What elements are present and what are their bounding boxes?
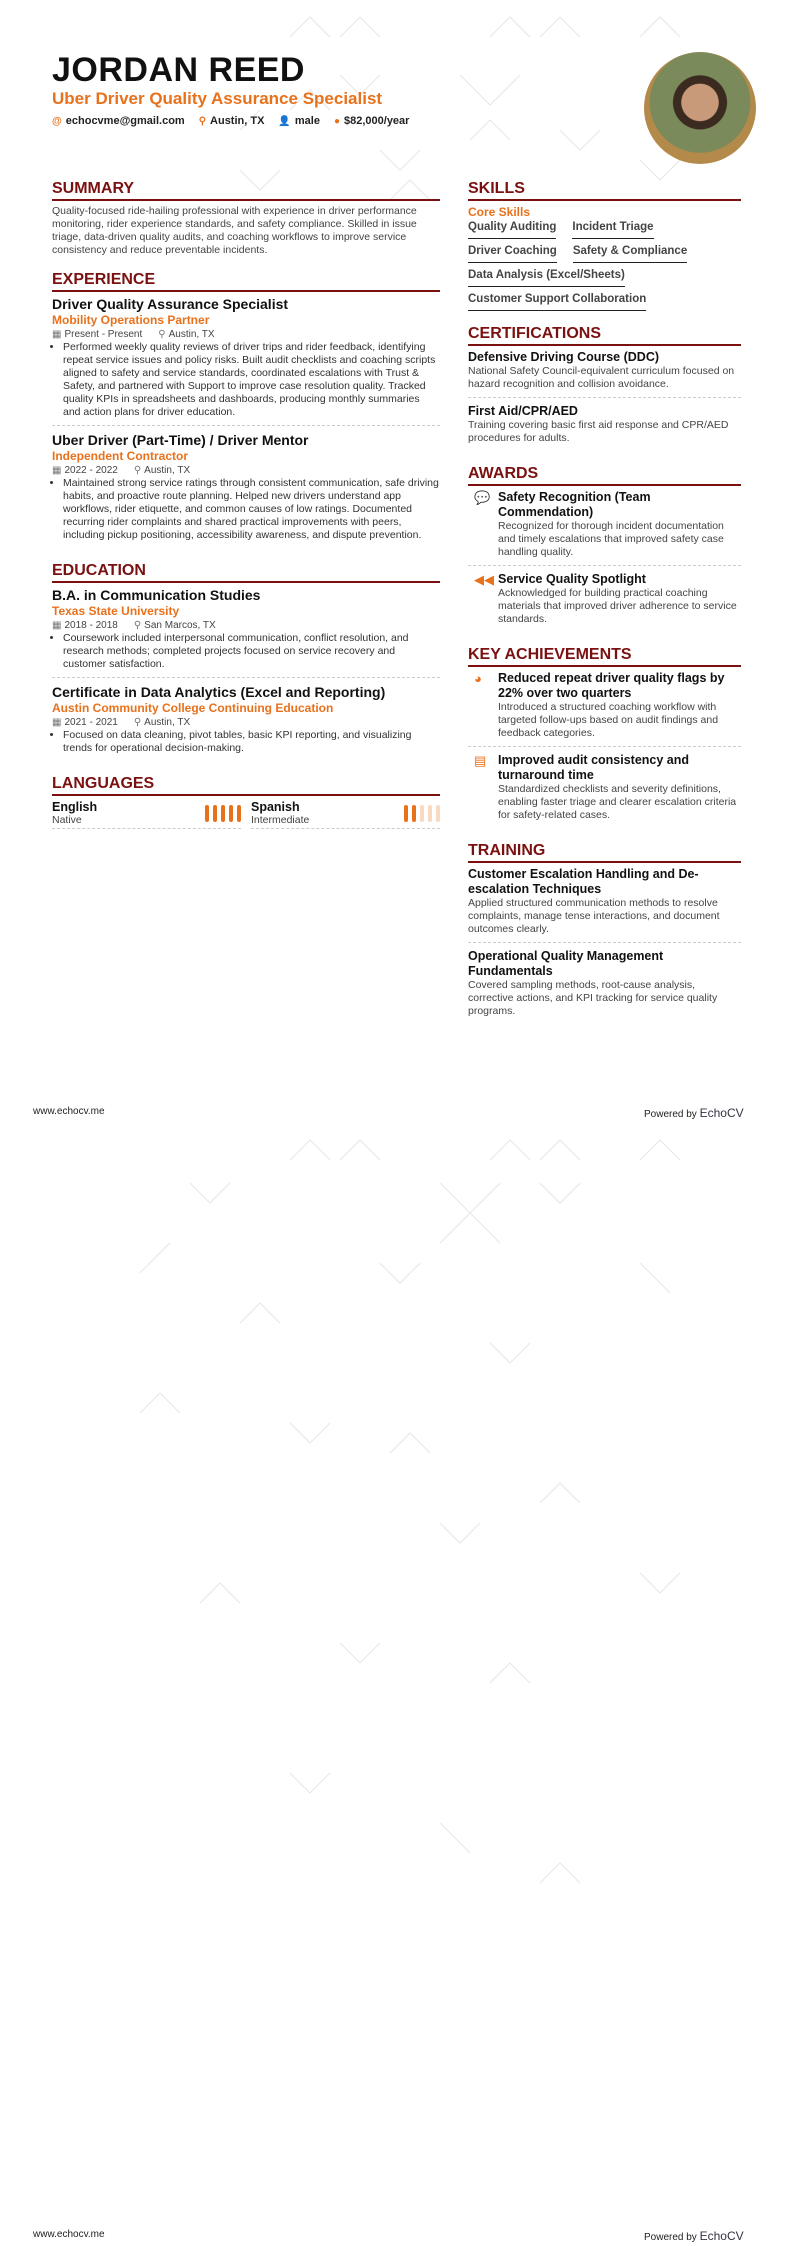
- section-heading: AWARDS: [468, 465, 741, 486]
- section-heading: KEY ACHIEVEMENTS: [468, 646, 741, 667]
- candidate-title: Uber Driver Quality Assurance Specialist: [52, 89, 383, 108]
- training-item: Customer Escalation Handling and De-escalation Techniques Applied structured communication methods to resolve complaints, manage tense interactions, and document outcomes clearly.: [468, 867, 741, 943]
- proficiency-bar: [420, 805, 424, 822]
- proficiency-bar: [205, 805, 209, 822]
- certifications-section: [468, 325, 741, 451]
- candidate-name: JORDAN REED: [52, 51, 305, 89]
- bullet: • Maintained strong service ratings through consistent communication, safe driving habits, and proactive route planning. Helped new drivers understand app workflows, rider etiquette, and common causes of low ratings. Documented recurring rider complaints and shared practical improvements with peers, including pickup positioning, accessibility awareness, and dispute prevention.: [63, 477, 440, 542]
- section-heading: LANGUAGES: [52, 775, 440, 796]
- school: Texas State University: [52, 604, 180, 618]
- language-item: Spanish Intermediate: [251, 800, 440, 829]
- award-item: 💬 Safety Recognition (Team Commendation) Recognized for thorough incident documentation and timely escalations that improved safety case handling quality.: [468, 490, 741, 566]
- calendar-icon: ▦: [52, 329, 62, 340]
- education-item: [52, 684, 440, 761]
- dates: Present - Present: [64, 329, 143, 340]
- skills-subheading: Core Skills: [468, 205, 531, 219]
- document-icon: ▤: [474, 753, 487, 768]
- dates: 2022 - 2022: [64, 465, 118, 476]
- skill-tag: Driver Coaching: [468, 245, 557, 263]
- skill-tag: Quality Auditing: [468, 221, 556, 239]
- location-pin-icon: ⚲: [133, 717, 142, 728]
- contact-gender: 👤 male: [278, 115, 320, 127]
- bullet: • Performed weekly quality reviews of driver trips and rider feedback, identifying repeat service issues and policy risks. Built audit checklists and coaching scripts aligned to safety and service standards, coordinated escalations with Trust & Safety, and partnered with Support to improve case resolution quality. Tracked quality KPIs in spreadsheets and dashboards, producing monthly summaries and action plans for driver education.: [63, 341, 440, 419]
- award-item: ◀◀ Service Quality Spotlight Acknowledged for building practical coaching materials that improved driver adherence to service standards.: [468, 572, 741, 632]
- proficiency-bar: [412, 805, 416, 822]
- chat-bubble-icon: 💬: [474, 490, 491, 505]
- bullet: • Focused on data cleaning, pivot tables, basic KPI reporting, and visualizing trends for operational decision-making.: [63, 729, 440, 755]
- footer-site-link[interactable]: www.echocv.me: [33, 1106, 105, 1117]
- section-heading: EDUCATION: [52, 562, 440, 583]
- degree: B.A. in Communication Studies: [52, 587, 261, 603]
- language-item: English Native: [52, 800, 241, 829]
- contact-list: [52, 115, 409, 127]
- job-title: Driver Quality Assurance Specialist: [52, 296, 289, 312]
- left-column: [52, 180, 440, 843]
- training-item: Operational Quality Management Fundamentals Covered sampling methods, root-cause analysis, corrective actions, and KPI tracking for service quality programs.: [468, 949, 718, 1017]
- certification-item: Defensive Driving Course (DDC) National Safety Council-equivalent curriculum focused on hazard recognition and collision avoidance.: [468, 350, 741, 398]
- skill-tag: Data Analysis (Excel/Sheets): [468, 269, 625, 287]
- calendar-icon: ▦: [52, 717, 62, 728]
- contact-location: ⚲ Austin, TX: [198, 115, 265, 127]
- location-pin-icon: ⚲: [133, 620, 142, 631]
- achievements-section: [468, 646, 741, 828]
- achievement-item: ◕ Reduced repeat driver quality flags by 22% over two quarters Introduced a structured coaching workflow with targeted follow-ups based on audit findings and feedback categories.: [468, 671, 741, 747]
- person-icon: 👤: [278, 116, 291, 127]
- dates: 2021 - 2021: [64, 717, 118, 728]
- footer-powered-by: Powered by EchoCV: [644, 1106, 744, 1120]
- summary-text: Quality-focused ride-hailing professional with experience in driver performance monitoring, rider experience standards, and safety compliance. Skilled in issue triage, data-driven quality audits, and coaching workflows to improve service consistency and reduce preventable incidents.: [52, 205, 417, 256]
- avatar: [644, 52, 756, 164]
- company: Mobility Operations Partner: [52, 313, 210, 327]
- section-heading: CERTIFICATIONS: [468, 325, 741, 346]
- experience-item: [52, 296, 440, 426]
- proficiency-bars: [404, 805, 440, 822]
- proficiency-bar: [428, 805, 432, 822]
- right-column: [468, 180, 741, 1038]
- proficiency-bar: [213, 805, 217, 822]
- section-heading: SUMMARY: [52, 180, 440, 201]
- location-pin-icon: ⚲: [198, 116, 207, 127]
- location: San Marcos, TX: [144, 620, 216, 631]
- job-title: Uber Driver (Part-Time) / Driver Mentor: [52, 432, 309, 448]
- skill-tag: Incident Triage: [572, 221, 653, 239]
- footer-powered-by: Powered by EchoCV: [644, 2229, 744, 2243]
- skill-tag: Safety & Compliance: [573, 245, 687, 263]
- proficiency-bars: [205, 805, 241, 822]
- calendar-icon: ▦: [52, 620, 62, 631]
- at-icon: @: [52, 116, 62, 127]
- location-pin-icon: ⚲: [158, 329, 166, 340]
- calendar-icon: ▦: [52, 465, 62, 476]
- page-2: [0, 1123, 794, 2246]
- skills-section: [468, 180, 741, 311]
- dates: 2018 - 2018: [64, 620, 118, 631]
- rewind-icon: ◀◀: [474, 572, 494, 587]
- dollar-icon: ●: [333, 116, 340, 127]
- resume-header: [52, 52, 409, 127]
- proficiency-bar: [229, 805, 233, 822]
- section-heading: SKILLS: [468, 180, 741, 201]
- location-pin-icon: ⚲: [133, 465, 142, 476]
- school: Austin Community College Continuing Education: [52, 701, 334, 715]
- location: Austin, TX: [144, 465, 191, 476]
- languages-section: [52, 775, 440, 829]
- awards-section: [468, 465, 741, 632]
- background-pattern: [0, 1123, 794, 2246]
- summary-section: [52, 180, 440, 257]
- location: Austin, TX: [168, 329, 215, 340]
- contact-salary: ● $82,000/year: [333, 115, 410, 127]
- achievement-item: ▤ Improved audit consistency and turnaround time Standardized checklists and severity definitions, enabling faster triage and clearer escalation criteria for safety-related cases.: [468, 753, 741, 828]
- skill-tag: Customer Support Collaboration: [468, 293, 646, 311]
- pie-chart-icon: ◕: [474, 671, 482, 686]
- education-item: [52, 587, 440, 678]
- proficiency-bar: [237, 805, 241, 822]
- location: Austin, TX: [144, 717, 191, 728]
- proficiency-bar: [221, 805, 225, 822]
- education-section: [52, 562, 440, 761]
- section-heading: EXPERIENCE: [52, 271, 440, 292]
- certification-item: First Aid/CPR/AED Training covering basic first aid response and CPR/AED procedures for adults.: [468, 404, 729, 444]
- experience-section: [52, 271, 440, 548]
- training-section: [468, 842, 741, 1024]
- bullet: • Coursework included interpersonal communication, conflict resolution, and research methods; completed projects focused on service recovery and customer satisfaction.: [63, 632, 440, 671]
- footer-site-link[interactable]: www.echocv.me: [33, 2229, 105, 2240]
- proficiency-bar: [436, 805, 440, 822]
- section-heading: TRAINING: [468, 842, 741, 863]
- contact-email: @ echocvme@gmail.com: [52, 115, 185, 127]
- proficiency-bar: [404, 805, 408, 822]
- company: Independent Contractor: [52, 449, 189, 463]
- experience-item: [52, 432, 440, 548]
- degree: Certificate in Data Analytics (Excel and Reporting): [52, 684, 386, 700]
